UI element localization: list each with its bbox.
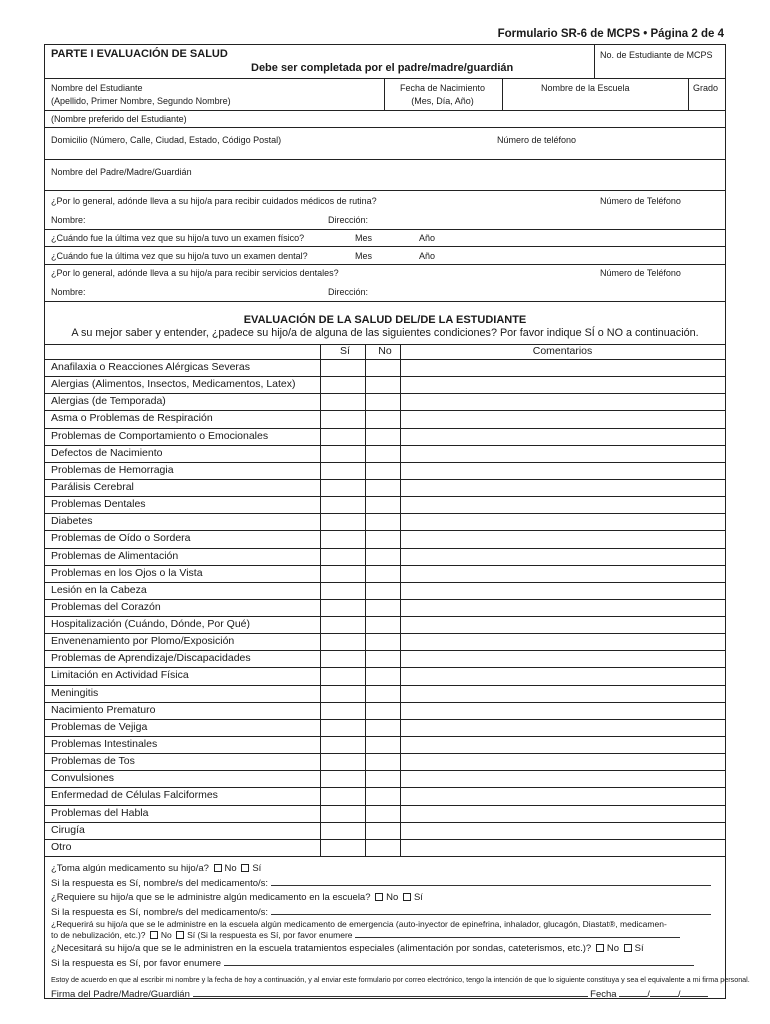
address-label: Domicilio (Número, Calle, Ciudad, Estado, Código Postal) [51,135,282,145]
condition-no-cell[interactable] [366,463,400,479]
condition-label: Lesión en la Cabeza [51,583,147,596]
medication-q3-line1: ¿Requerirá su hijo/a que se le administre en la escuela algún medicamento de emergencia (auto-inyector de epinefrina, inhalador, glucagón, Diastat®, medicamen- [51,919,667,929]
health-form [44,44,750,1000]
col-yes-header: Sí [340,345,350,357]
condition-comments-cell[interactable] [401,394,725,410]
preferred-name-label: (Nombre preferido del Estudiante) [51,114,187,124]
condition-comments-cell[interactable] [401,583,725,599]
condition-yes-cell[interactable] [321,463,365,479]
condition-no-cell[interactable] [366,771,400,787]
condition-yes-cell[interactable] [321,514,365,530]
condition-comments-cell[interactable] [401,720,725,736]
condition-label: Alergias (Alimentos, Insectos, Medicamentos, Latex) [51,378,296,391]
q4-follow-text: Si la respuesta es Sí, por favor enumere [51,958,222,969]
condition-no-cell[interactable] [366,394,400,410]
condition-label: Problemas de Comportamiento o Emocionales [51,429,269,442]
q3-no-label: No [160,930,172,940]
student-id-label: No. de Estudiante de MCPS [600,50,713,60]
address-row[interactable] [45,128,725,160]
condition-comments-cell[interactable] [401,463,725,479]
condition-no-cell[interactable] [366,514,400,530]
condition-yes-cell[interactable] [321,566,365,582]
condition-label: Diabetes [51,515,93,528]
condition-comments-cell[interactable] [401,446,725,462]
signature-label: Firma del Padre/Madre/Guardián [51,989,190,1000]
health-instructions: A su mejor saber y entender, ¿padece su hijo/a de alguna de las siguientes condiciones? Por favor indique SÍ o NO a continuación. [71,327,699,339]
dental-year-label: Año [419,251,436,261]
condition-no-cell[interactable] [366,446,400,462]
condition-yes-cell[interactable] [321,651,365,667]
condition-no-cell[interactable] [366,531,400,547]
q4-no-checkbox[interactable] [596,944,604,952]
dental-address-label: Dirección: [328,287,369,297]
guardian-label: Nombre del Padre/Madre/Guardián [51,167,192,177]
condition-label: Cirugía [51,823,85,836]
condition-comments-cell[interactable] [401,806,725,822]
q2-no-label: No [386,892,399,903]
condition-no-cell[interactable] [366,566,400,582]
condition-comments-cell[interactable] [401,531,725,547]
condition-label: Problemas de Tos [51,755,135,768]
condition-label: Alergias (de Temporada) [51,395,166,408]
medical-phone-label: Número de Teléfono [600,196,681,206]
condition-label: Otro [51,840,72,853]
medication-q1-text: ¿Toma algún medicamento su hijo/a? [51,863,209,874]
condition-yes-cell[interactable] [321,394,365,410]
health-heading [45,302,725,344]
condition-comments-cell[interactable] [401,600,725,616]
condition-yes-cell[interactable] [321,788,365,804]
physical-exam-question: ¿Cuándo fue la última vez que su hijo/a tuvo un examen físico? [51,233,305,243]
condition-no-cell[interactable] [366,720,400,736]
condition-label: Defectos de Nacimiento [51,446,163,459]
medication-q4 [51,943,644,955]
condition-comments-cell[interactable] [401,480,725,496]
medical-care-question: ¿Por lo general, adónde lleva a su hijo/a para recibir cuidados médicos de rutina? [51,196,377,206]
condition-label: Envenenamiento por Plomo/Exposición [51,635,235,648]
student-name-label: Nombre del Estudiante [51,83,143,93]
condition-yes-cell[interactable] [321,617,365,633]
consent-text: Estoy de acuerdo en que al escribir mi nombre y la fecha de hoy a continuación, y al enviar este formulario por correo electrónico, tengo la intención de que lo siguiente constituya y sea el equivalente a mi firma personal. [51,975,750,984]
medication-q2-follow[interactable] [51,906,711,919]
condition-no-cell[interactable] [366,497,400,513]
dental-phone-label: Número de Teléfono [600,268,681,278]
physical-month-label: Mes [355,233,373,243]
medication-q1-follow[interactable] [51,877,711,890]
condition-label: Enfermedad de Células Falciformes [51,789,218,802]
condition-label: Problemas de Alimentación [51,549,179,562]
condition-no-cell[interactable] [366,651,400,667]
q2-yes-label: Sí [413,892,423,903]
q1-follow-text: Si la respuesta es Sí, nombre/s del medicamento/s: [51,878,269,889]
condition-no-cell[interactable] [366,823,400,839]
condition-no-cell[interactable] [366,634,400,650]
medication-q2 [51,892,423,904]
birthdate-label: Fecha de Nacimiento [399,83,486,93]
q2-yes-checkbox[interactable] [403,893,411,901]
condition-comments-cell[interactable] [401,686,725,702]
condition-yes-cell[interactable] [321,360,365,376]
medical-care-row[interactable] [45,191,725,230]
condition-label: Nacimiento Prematuro [51,703,156,716]
condition-comments-cell[interactable] [401,754,725,770]
preferred-name-row[interactable] [45,111,725,128]
condition-label: Limitación en Actividad Física [51,669,189,682]
condition-yes-cell[interactable] [321,686,365,702]
col-no-header: No [378,345,392,357]
q2-follow-text: Si la respuesta es Sí, nombre/s del medicamento/s: [51,907,269,918]
dental-exam-row[interactable] [45,247,725,265]
q3-yes-checkbox[interactable] [176,931,184,939]
condition-yes-cell[interactable] [321,806,365,822]
condition-no-cell[interactable] [366,583,400,599]
medication-q4-follow[interactable] [51,957,694,970]
condition-no-cell[interactable] [366,411,400,427]
q3-yes-label: Sí [187,930,196,940]
physical-year-label: Año [419,233,436,243]
dental-care-row[interactable] [45,265,725,302]
condition-comments-cell[interactable] [401,617,725,633]
condition-label: Anafilaxia o Reacciones Alérgicas Severas [51,361,251,373]
q1-no-checkbox[interactable] [214,864,222,872]
condition-yes-cell[interactable] [321,583,365,599]
condition-yes-cell[interactable] [321,429,365,445]
condition-comments-cell[interactable] [401,497,725,513]
dental-month-label: Mes [355,251,373,261]
medication-q3 [51,929,680,940]
condition-yes-cell[interactable] [321,737,365,753]
q3-no-checkbox[interactable] [150,931,158,939]
health-title: EVALUACIÓN DE LA SALUD DEL/DE LA ESTUDIANTE [243,314,527,326]
condition-comments-cell[interactable] [401,429,725,445]
q4-no-label: No [606,943,619,954]
dental-name-label: Nombre: [51,287,86,297]
school-label: Nombre de la Escuela [541,83,630,93]
condition-comments-cell[interactable] [401,840,725,856]
q2-no-checkbox[interactable] [375,893,383,901]
condition-no-cell[interactable] [366,617,400,633]
condition-comments-cell[interactable] [401,377,725,393]
condition-yes-cell[interactable] [321,411,365,427]
student-name-sublabel: (Apellido, Primer Nombre, Segundo Nombre) [51,96,231,106]
condition-comments-cell[interactable] [401,549,725,565]
condition-no-cell[interactable] [366,549,400,565]
phone-label: Número de teléfono [497,135,577,145]
condition-yes-cell[interactable] [321,823,365,839]
medical-name-label: Nombre: [51,215,86,225]
condition-label: Problemas de Vejiga [51,720,148,733]
q4-yes-label: Sí [634,943,644,954]
condition-no-cell[interactable] [366,429,400,445]
condition-comments-cell[interactable] [401,566,725,582]
date-label: Fecha [590,989,617,1000]
condition-label: Problemas del Habla [51,806,149,819]
medical-address-label: Dirección: [328,215,369,225]
condition-comments-cell[interactable] [401,823,725,839]
condition-yes-cell[interactable] [321,703,365,719]
dental-care-question: ¿Por lo general, adónde lleva a su hijo/a para recibir servicios dentales? [51,268,339,278]
condition-yes-cell[interactable] [321,840,365,856]
condition-no-cell[interactable] [366,600,400,616]
part1-subtitle: Debe ser completada por el padre/madre/guardián [251,62,514,74]
condition-no-cell[interactable] [366,737,400,753]
condition-no-cell[interactable] [366,703,400,719]
condition-no-cell[interactable] [366,668,400,684]
condition-label: Problemas de Aprendizaje/Discapacidades [51,652,251,665]
condition-yes-cell[interactable] [321,497,365,513]
condition-no-cell[interactable] [366,840,400,856]
condition-no-cell[interactable] [366,788,400,804]
condition-yes-cell[interactable] [321,549,365,565]
condition-label: Meningitis [51,686,99,699]
condition-label: Parálisis Cerebral [51,480,134,493]
condition-comments-cell[interactable] [401,703,725,719]
signature-row[interactable]: Firma del Padre/Madre/Guardián Fecha / / [51,988,708,1001]
condition-no-cell[interactable] [366,480,400,496]
condition-comments-cell[interactable] [401,514,725,530]
condition-label: Problemas Intestinales [51,738,158,751]
condition-comments-cell[interactable] [401,360,725,376]
dental-exam-question: ¿Cuándo fue la última vez que su hijo/a tuvo un examen dental? [51,251,308,261]
condition-label: Problemas del Corazón [51,600,161,613]
medication-q1 [51,863,261,875]
conditions-table [45,344,725,856]
condition-label: Problemas de Oído o Sordera [51,532,191,545]
part1-header [45,45,725,79]
condition-no-cell[interactable] [366,806,400,822]
grade-label: Grado [693,83,719,93]
q4-yes-checkbox[interactable] [624,944,632,952]
condition-yes-cell[interactable] [321,600,365,616]
condition-label: Convulsiones [51,772,115,785]
condition-comments-cell[interactable] [401,411,725,427]
condition-no-cell[interactable] [366,377,400,393]
guardian-row[interactable] [45,160,725,191]
medication-q4-text: ¿Necesitará su hijo/a que se le administren en la escuela tratamientos especiales (alimentación por sondas, cateterismos, etc.)? [51,943,592,954]
condition-yes-cell[interactable] [321,446,365,462]
q1-no-label: No [224,863,237,874]
medication-q3-line2: to de nebulización, etc.)? [51,930,146,940]
condition-comments-cell[interactable] [401,634,725,650]
condition-comments-cell[interactable] [401,771,725,787]
condition-label: Problemas de Hemorragia [51,463,174,476]
medication-section [45,856,750,1000]
q3-follow-text: (Si la respuesta es Sí, por favor enumere [197,930,353,940]
condition-yes-cell[interactable] [321,377,365,393]
condition-no-cell[interactable] [366,686,400,702]
condition-label: Hospitalización (Cuándo, Dónde, Por Qué) [51,618,251,631]
condition-yes-cell[interactable] [321,754,365,770]
part1-title: PARTE I EVALUACIÓN DE SALUD [51,48,228,60]
condition-label: Asma o Problemas de Respiración [51,412,213,425]
birthdate-sublabel: (Mes, Día, Año) [411,96,474,106]
condition-comments-cell[interactable] [401,651,725,667]
condition-comments-cell[interactable] [401,788,725,804]
condition-yes-cell[interactable] [321,480,365,496]
q1-yes-checkbox[interactable] [241,864,249,872]
condition-yes-cell[interactable] [321,634,365,650]
condition-comments-cell[interactable] [401,737,725,753]
condition-yes-cell[interactable] [321,720,365,736]
condition-yes-cell[interactable] [321,531,365,547]
student-name-row[interactable] [45,79,725,111]
condition-label: Problemas Dentales [51,498,146,511]
physical-exam-row[interactable] [45,230,725,247]
condition-label: Problemas en los Ojos o la Vista [51,566,203,579]
page-header: Formulario SR-6 de MCPS • Página 2 de 4 [497,28,724,40]
condition-yes-cell[interactable] [321,668,365,684]
condition-yes-cell[interactable] [321,771,365,787]
condition-comments-cell[interactable] [401,668,725,684]
condition-no-cell[interactable] [366,754,400,770]
col-comments-header: Comentarios [532,345,593,357]
medication-q2-text: ¿Requiere su hijo/a que se le administre algún medicamento en la escuela? [51,892,371,903]
q1-yes-label: Sí [252,863,262,874]
condition-no-cell[interactable] [366,360,400,376]
